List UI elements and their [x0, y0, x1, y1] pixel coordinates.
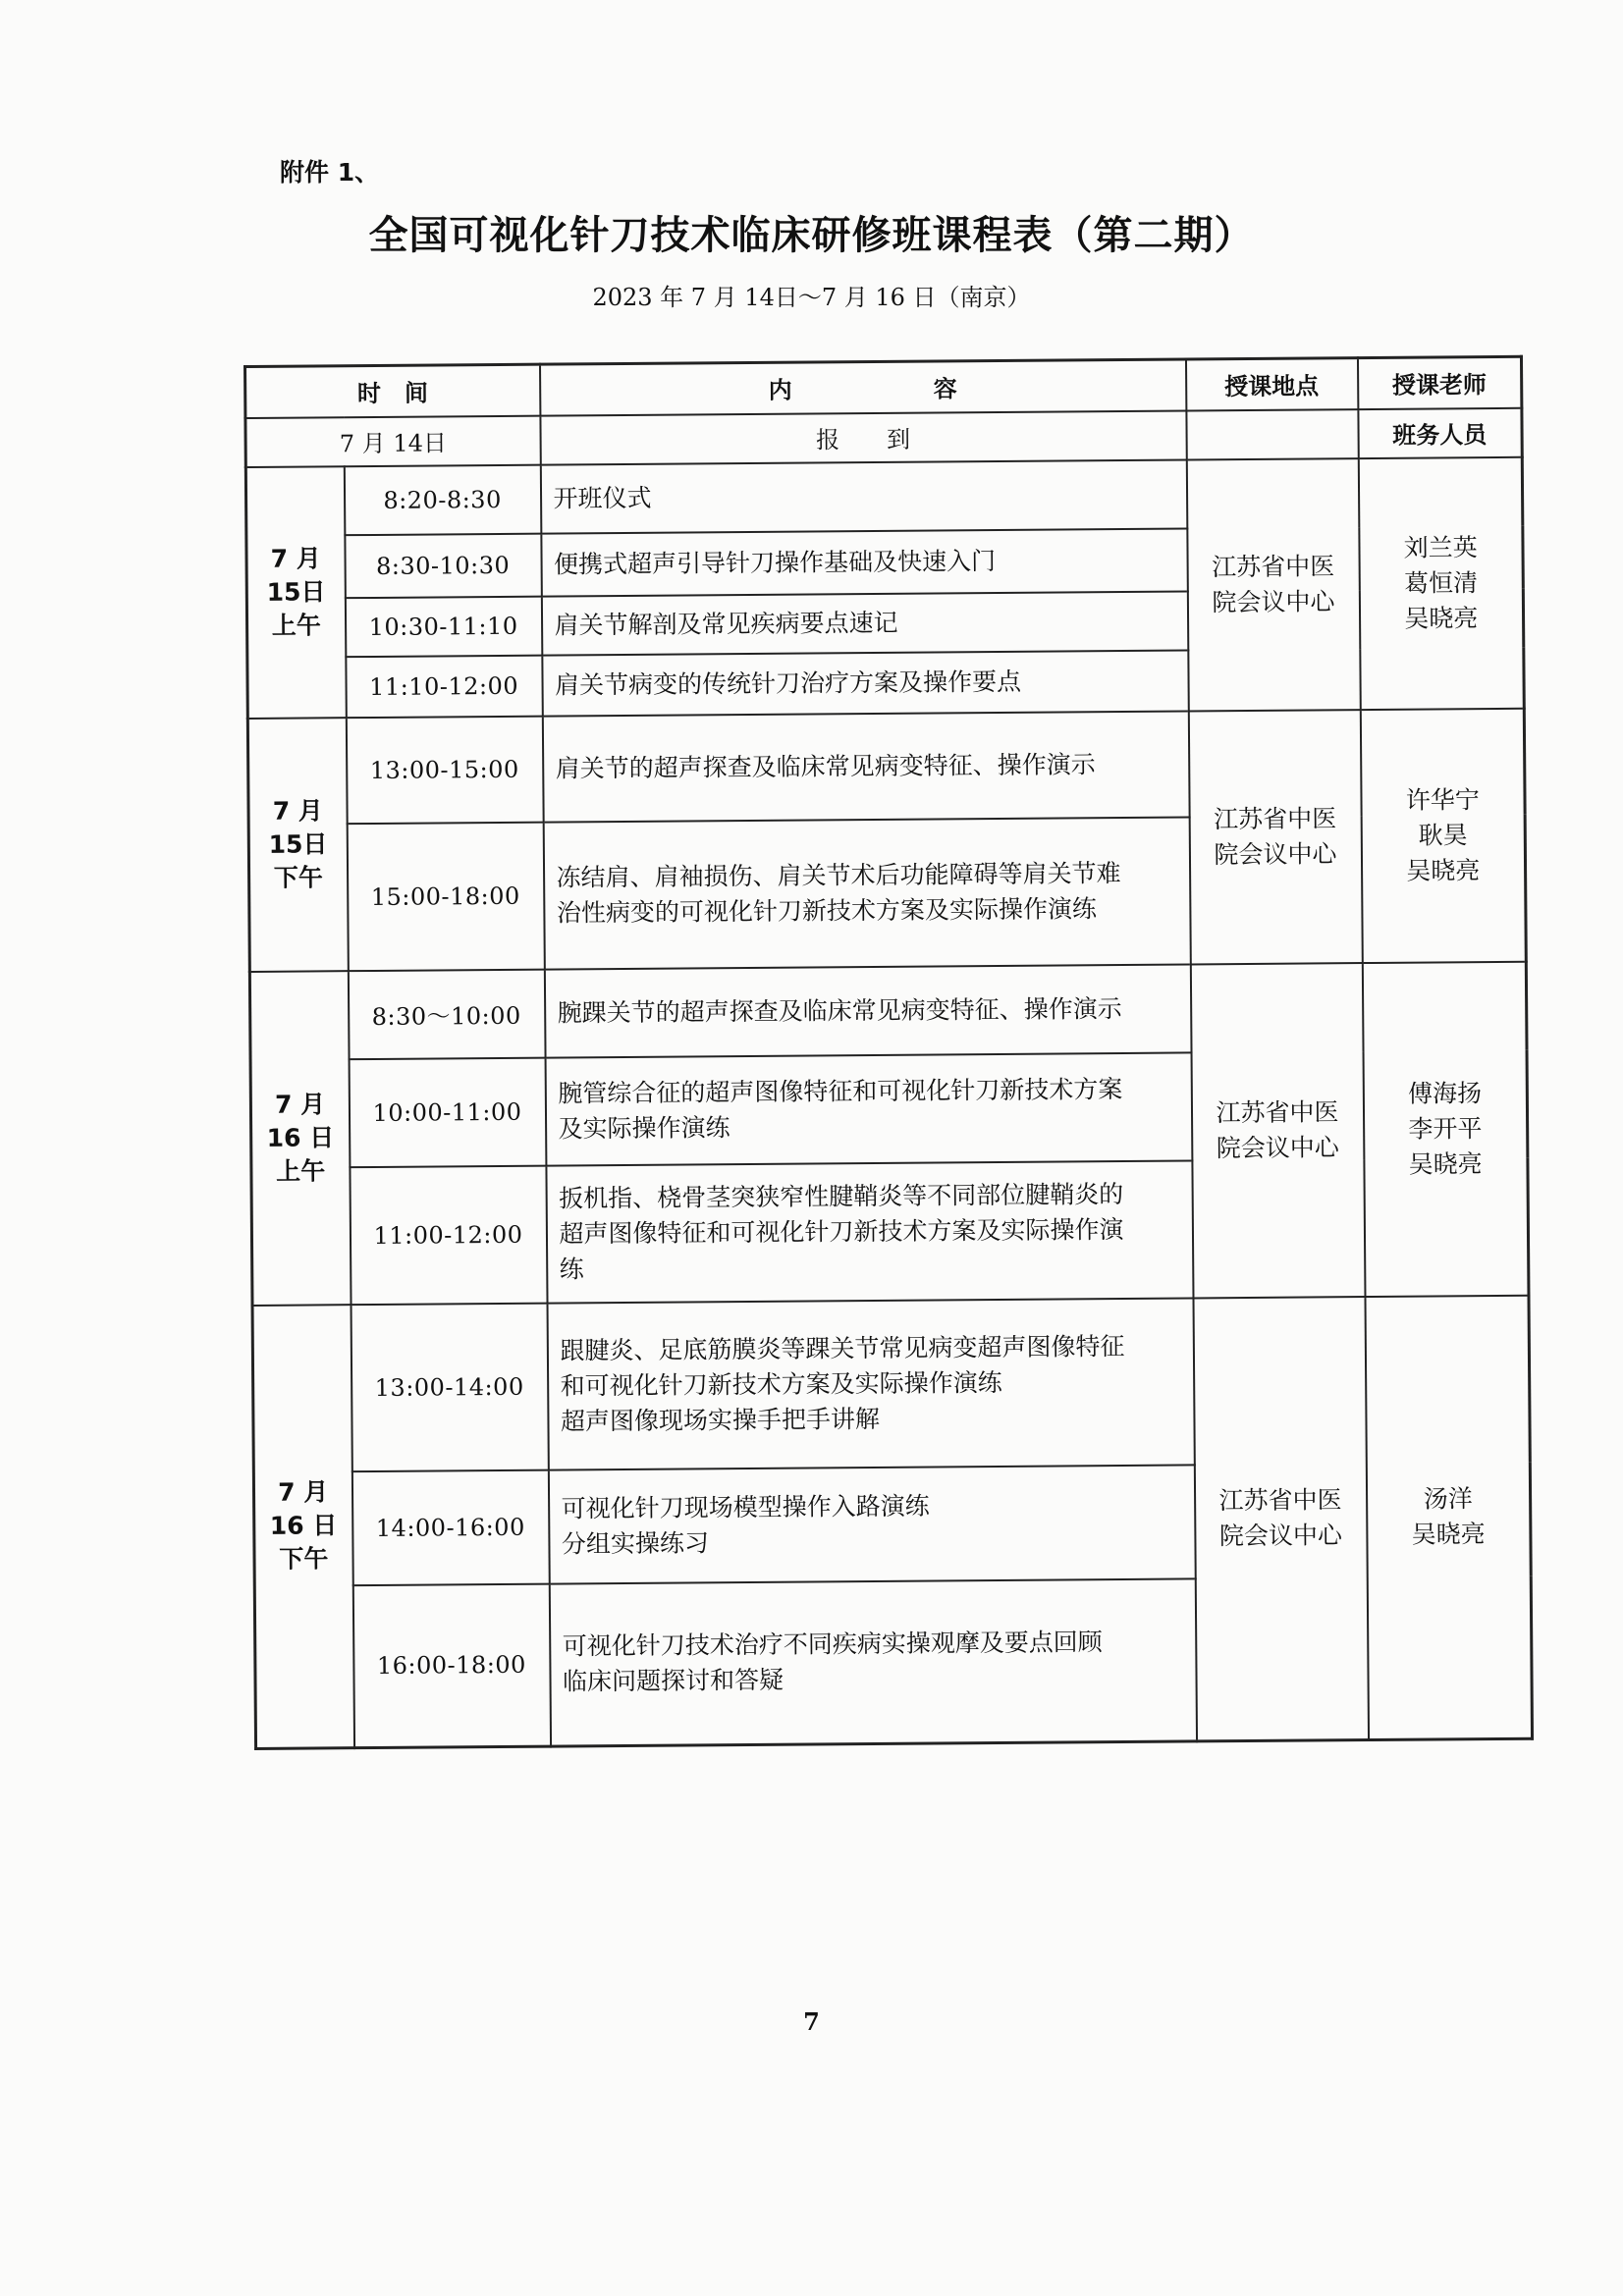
session-content-line: 治性病变的可视化针刀新技术方案及实际操作演练	[556, 893, 1098, 928]
session-time: 10:00-11:00	[349, 1057, 546, 1167]
session-day-cell	[245, 466, 346, 719]
teacher-name: 汤洋	[1423, 1484, 1473, 1514]
session-day-label: 上午	[271, 610, 321, 640]
session-content-line: 开班仪式	[553, 483, 652, 513]
session-content	[543, 817, 1190, 969]
session-content-line: 练	[559, 1254, 584, 1284]
session-content	[545, 1052, 1192, 1165]
header-location: 授课地点	[1185, 358, 1357, 410]
header-time: 时 间	[245, 364, 540, 417]
session-time: 8:30～10:00	[348, 969, 545, 1059]
session-time: 11:00-12:00	[350, 1165, 547, 1305]
registration-content: 报 到	[540, 410, 1186, 464]
session-time: 10:30-11:10	[345, 596, 541, 657]
session-content	[540, 459, 1187, 533]
session-content-line: 便携式超声引导针刀操作基础及快速入门	[553, 546, 997, 579]
session-day-label: 16 日	[266, 1122, 335, 1152]
session-location-line: 院会议中心	[1212, 586, 1335, 616]
session-location	[1188, 710, 1362, 964]
session-content-line: 超声图像现场实操手把手讲解	[560, 1404, 881, 1435]
session-time: 8:20-8:30	[344, 464, 541, 535]
session-day-cell	[249, 971, 351, 1306]
session-location-line: 院会议中心	[1218, 1521, 1343, 1551]
session-day-label: 下午	[279, 1544, 329, 1575]
session-teachers	[1365, 1295, 1533, 1739]
session-day-label: 7 月	[270, 543, 321, 573]
session-content	[549, 1578, 1196, 1746]
session-content-line: 分组实操练习	[561, 1527, 710, 1558]
session-location	[1193, 1297, 1369, 1741]
page-number: 7	[803, 2007, 820, 2036]
session-location-line: 院会议中心	[1214, 838, 1337, 869]
teacher-name: 吴晓亮	[1408, 1148, 1483, 1179]
teacher-name: 刘兰英	[1403, 532, 1478, 562]
session-day-label: 下午	[273, 862, 323, 892]
session-content	[542, 650, 1188, 716]
session-content-line: 肩关节解剖及常见疾病要点速记	[554, 608, 898, 640]
session-content-line: 可视化针刀现场模型操作入路演练	[561, 1491, 930, 1522]
attachment-label: 附件 1、	[280, 158, 380, 187]
teacher-name: 吴晓亮	[1406, 855, 1481, 885]
teacher-name: 李开平	[1408, 1113, 1483, 1144]
session-day-label: 7 月	[278, 1477, 329, 1508]
session-time: 15:00-18:00	[347, 822, 544, 971]
teacher-name: 葛恒清	[1403, 567, 1479, 598]
session-location-line: 院会议中心	[1216, 1132, 1339, 1162]
session-day-label: 7 月	[272, 795, 323, 826]
session-time: 13:00-15:00	[346, 716, 543, 824]
header-content: 内 容	[540, 359, 1186, 415]
session-day-label: 7 月	[274, 1089, 326, 1119]
page-title: 全国可视化针刀技术临床研修班课程表（第二期）	[368, 213, 1255, 258]
session-time: 11:10-12:00	[346, 655, 542, 718]
session-content	[544, 964, 1191, 1057]
session-day-cell	[252, 1305, 354, 1749]
session-content	[542, 711, 1189, 822]
session-content	[541, 591, 1187, 655]
session-location-line: 江苏省中医	[1218, 1485, 1342, 1516]
session-content-line: 腕踝关节的超声探查及临床常见病变特征、操作演示	[557, 993, 1122, 1028]
schedule-table-wrapper	[243, 355, 1531, 1712]
session-time: 8:30-10:30	[345, 533, 541, 598]
session-teachers	[1362, 961, 1529, 1296]
schedule-table	[243, 355, 1534, 1750]
session-location-line: 江苏省中医	[1212, 551, 1335, 581]
session-teachers	[1358, 456, 1524, 709]
session-location	[1190, 963, 1365, 1298]
session-location-line: 江苏省中医	[1216, 1096, 1339, 1127]
session-content-line: 冻结肩、肩袖损伤、肩关节术后功能障碍等肩关节难	[556, 858, 1121, 892]
session-content	[546, 1160, 1193, 1303]
session-content-line: 及实际操作演练	[558, 1112, 730, 1144]
session-content-line: 扳机指、桡骨茎突狭窄性腱鞘炎等不同部位腱鞘炎的	[559, 1179, 1124, 1213]
session-content-line: 肩关节病变的传统针刀治疗方案及操作要点	[554, 667, 1022, 700]
session-time: 13:00-14:00	[351, 1303, 548, 1471]
session-content-line: 跟腱炎、足底筋膜炎等踝关节常见病变超声图像特征	[560, 1331, 1125, 1364]
header-teacher: 授课老师	[1357, 356, 1521, 408]
session-location	[1186, 458, 1360, 711]
schedule-row	[247, 708, 1525, 824]
session-day-label: 16 日	[269, 1511, 338, 1541]
session-day-label: 上午	[276, 1155, 326, 1186]
schedule-row	[245, 456, 1523, 535]
teacher-name: 吴晓亮	[1404, 603, 1479, 633]
session-day-cell	[247, 718, 348, 972]
session-teachers	[1360, 708, 1526, 962]
session-content-line: 可视化针刀技术治疗不同疾病实操观摩及要点回顾	[562, 1628, 1103, 1661]
session-content-line: 腕管综合征的超声图像特征和可视化针刀新技术方案	[558, 1074, 1123, 1108]
session-content	[541, 528, 1187, 596]
session-location-line: 江苏省中医	[1214, 803, 1337, 833]
teacher-name: 傅海扬	[1407, 1078, 1483, 1108]
session-content	[548, 1465, 1195, 1583]
session-content	[547, 1298, 1194, 1469]
teacher-name: 许华宁	[1405, 784, 1480, 815]
schedule-row	[249, 961, 1527, 1059]
schedule-row	[252, 1295, 1530, 1471]
registration-teacher: 班务人员	[1358, 407, 1522, 457]
session-content-line: 超声图像特征和可视化针刀新技术方案及实际操作演	[559, 1214, 1124, 1249]
session-time: 16:00-18:00	[352, 1583, 550, 1748]
session-time: 14:00-16:00	[352, 1469, 549, 1585]
session-day-label: 15日	[268, 828, 328, 859]
session-content-line: 临床问题探讨和答疑	[562, 1665, 784, 1696]
teacher-name: 吴晓亮	[1411, 1520, 1486, 1549]
registration-date: 7 月 14日	[245, 415, 540, 466]
date-location-subtitle: 2023 年 7 月 14日～7 月 16 日（南京）	[592, 284, 1031, 311]
session-day-label: 15日	[266, 576, 326, 607]
session-content-line: 和可视化针刀新技术方案及实际操作演练	[560, 1367, 1002, 1400]
registration-location	[1186, 409, 1358, 459]
session-content-line: 肩关节的超声探查及临床常见病变特征、操作演示	[555, 749, 1096, 783]
teacher-name: 耿昊	[1418, 820, 1468, 850]
